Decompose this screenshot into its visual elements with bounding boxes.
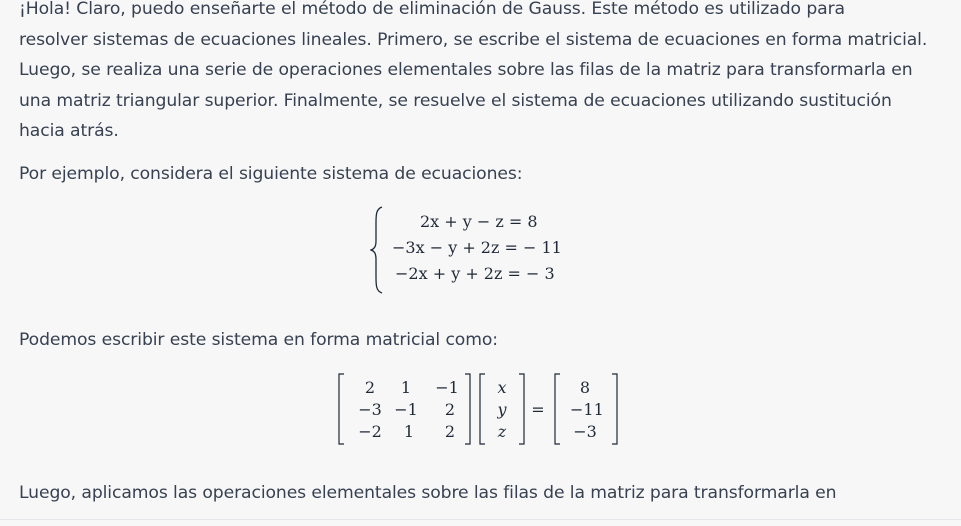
vector-cell: −11 (570, 400, 604, 419)
equation-2: −3x − y + 2z = − 11 (392, 238, 562, 257)
equation-system (370, 205, 600, 295)
matrix-cell: −2 (358, 422, 382, 441)
intro-line: una matriz triangular superior. Finalmente, se resuelve el sistema de ecuaciones utilizando sustitución (19, 90, 892, 111)
vector-cell: y (497, 400, 507, 419)
vector-cell: −3 (573, 422, 597, 441)
matrix-cell: −1 (435, 378, 459, 397)
next-step-paragraph: Luego, aplicamos las operaciones elementales sobre las filas de la matriz para transformarla en (19, 483, 837, 503)
intro-line: resolver sistemas de ecuaciones lineales. Primero, se escribe el sistema de ecuaciones en forma matricial. (19, 29, 928, 50)
matrix-cell: 1 (400, 378, 412, 397)
vector-cell: z (497, 422, 507, 441)
matrix-cell: −3 (358, 400, 382, 419)
right-bracket (611, 373, 619, 445)
intro-line: Luego, se realiza una serie de operaciones elementales sobre las filas de la matriz para transformarla en (19, 60, 913, 80)
right-bracket (518, 373, 526, 445)
equals-sign: = (531, 400, 545, 419)
matrix-form-paragraph: Podemos escribir este sistema en forma matricial como: (19, 330, 498, 350)
left-bracket (478, 373, 486, 445)
equation-3: −2x + y + 2z = − 3 (395, 264, 555, 283)
constants-vector (553, 373, 619, 445)
matrix-cell: 1 (403, 422, 415, 441)
example-paragraph: Por ejemplo, considera el siguiente sistema de ecuaciones: (19, 164, 523, 184)
right-bracket (464, 373, 472, 445)
left-bracket (553, 373, 561, 445)
left-bracket (337, 373, 345, 445)
intro-paragraph (19, 0, 949, 147)
matrix-cell: −1 (394, 400, 418, 419)
vector-cell: 8 (579, 378, 591, 397)
equation-1: 2x + y − z = 8 (420, 212, 538, 231)
intro-line: hacia atrás. (19, 121, 119, 141)
matrix-cell: 2 (364, 378, 376, 397)
variable-vector (478, 373, 526, 445)
left-brace (370, 205, 384, 295)
matrix-cell: 2 (444, 400, 456, 419)
coefficient-matrix (337, 373, 472, 445)
intro-line: ¡Hola! Claro, puedo enseñarte el método de eliminación de Gauss. Este método es utilizado para (19, 0, 845, 19)
matrix-cell: 2 (444, 422, 456, 441)
vector-cell: x (497, 378, 507, 397)
divider (0, 519, 961, 520)
